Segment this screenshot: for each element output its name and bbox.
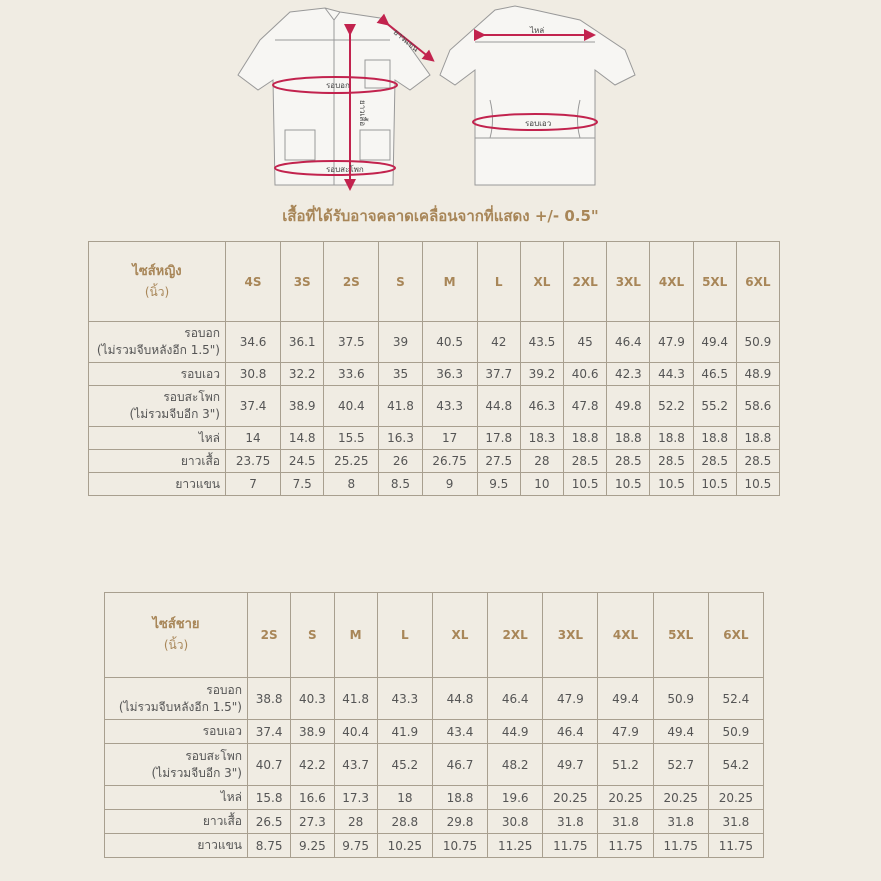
- table-cell: 40.4: [324, 386, 379, 427]
- table-cell: 30.8: [226, 363, 281, 386]
- size-header: 4S: [226, 242, 281, 322]
- table-cell: 38.8: [248, 678, 291, 720]
- table-cell: 46.4: [607, 322, 650, 363]
- table-cell: 47.9: [650, 322, 693, 363]
- table-cell: 31.8: [653, 810, 708, 834]
- row-label: [105, 678, 248, 720]
- size-header: S: [291, 593, 334, 678]
- women-size-table: [88, 241, 780, 496]
- table-row: [105, 678, 764, 720]
- table-cell: 51.2: [598, 744, 653, 786]
- table-row: [105, 720, 764, 744]
- table-cell: 45: [564, 322, 607, 363]
- table-cell: 47.9: [598, 720, 653, 744]
- size-header: 2XL: [488, 593, 543, 678]
- table-cell: 43.3: [422, 386, 477, 427]
- row-label-line: (ไม่รวมจีบหลังอีก 1.5"): [96, 343, 220, 357]
- row-label-line: ยาวแขน: [175, 476, 220, 491]
- size-header: 2S: [324, 242, 379, 322]
- row-label-line: รอบเอว: [180, 366, 220, 381]
- table-cell: 9.75: [334, 834, 377, 858]
- table-cell: 37.4: [248, 720, 291, 744]
- table-cell: 20.25: [708, 786, 763, 810]
- men-size-table: [104, 592, 764, 858]
- table-cell: 30.8: [488, 810, 543, 834]
- waist-label: รอบเอว: [525, 119, 552, 128]
- row-label-line: (ไม่รวมจีบอีก 3"): [129, 407, 220, 421]
- table-cell: 44.8: [477, 386, 520, 427]
- table-cell: 10.25: [377, 834, 432, 858]
- table-cell: 17.3: [334, 786, 377, 810]
- table-cell: 16.6: [291, 786, 334, 810]
- table-cell: 47.8: [564, 386, 607, 427]
- table-cell: 39.2: [520, 363, 563, 386]
- hip-label: รอบสะโพก: [326, 165, 364, 174]
- table-cell: 11.75: [543, 834, 598, 858]
- shoulder-label: ไหล่: [530, 26, 545, 35]
- table-cell: 28.5: [650, 450, 693, 473]
- table-cell: 26.75: [422, 450, 477, 473]
- table-cell: 10.5: [564, 473, 607, 496]
- table-cell: 31.8: [543, 810, 598, 834]
- row-label: [89, 427, 226, 450]
- row-label: [89, 473, 226, 496]
- table-cell: 17: [422, 427, 477, 450]
- table-cell: 28.5: [607, 450, 650, 473]
- row-label: [105, 786, 248, 810]
- shirt-length-label: ยาวเสื้อ: [358, 100, 367, 127]
- table-cell: 52.4: [708, 678, 763, 720]
- tolerance-notice: เสื้อที่ได้รับอาจคลาดเคลื่อนจากที่แสดง +/- 0.5": [282, 207, 599, 225]
- row-label-line: รอบอก: [206, 682, 242, 697]
- size-header: 5XL: [653, 593, 708, 678]
- table-cell: 18.8: [607, 427, 650, 450]
- size-header: XL: [432, 593, 487, 678]
- table-cell: 32.2: [281, 363, 324, 386]
- table-cell: 40.3: [291, 678, 334, 720]
- table-cell: 9.25: [291, 834, 334, 858]
- table-cell: 15.5: [324, 427, 379, 450]
- size-header: L: [377, 593, 432, 678]
- table-cell: 11.75: [598, 834, 653, 858]
- table-cell: 8.75: [248, 834, 291, 858]
- sleeve-length-label: ยาวแขน: [391, 27, 421, 54]
- table-cell: 46.3: [520, 386, 563, 427]
- table-cell: 43.4: [432, 720, 487, 744]
- table-row: [89, 363, 780, 386]
- table-row: [89, 427, 780, 450]
- table-cell: 15.8: [248, 786, 291, 810]
- women-unit: (นิ้ว): [144, 284, 170, 299]
- table-cell: 16.3: [379, 427, 422, 450]
- row-label: [105, 744, 248, 786]
- row-label: [89, 363, 226, 386]
- size-header: 6XL: [708, 593, 763, 678]
- row-label-line: รอบสะโพก: [185, 748, 242, 763]
- table-cell: 38.9: [291, 720, 334, 744]
- chest-label: รอบอก: [326, 81, 350, 90]
- row-label-line: ยาวเสื้อ: [202, 814, 242, 828]
- table-cell: 49.7: [543, 744, 598, 786]
- table-row: [105, 744, 764, 786]
- women-header-row: [89, 242, 780, 322]
- table-cell: 26.5: [248, 810, 291, 834]
- table-cell: 18.8: [650, 427, 693, 450]
- table-cell: 42.3: [607, 363, 650, 386]
- row-label: [105, 720, 248, 744]
- table-cell: 31.8: [708, 810, 763, 834]
- table-cell: 34.6: [226, 322, 281, 363]
- table-cell: 49.4: [653, 720, 708, 744]
- row-label-line: ไหล่: [220, 790, 242, 804]
- table-cell: 28.5: [736, 450, 779, 473]
- size-header: S: [379, 242, 422, 322]
- men-unit: (นิ้ว): [163, 638, 189, 652]
- table-cell: 54.2: [708, 744, 763, 786]
- table-row: [105, 810, 764, 834]
- table-cell: 11.25: [488, 834, 543, 858]
- table-cell: 46.4: [543, 720, 598, 744]
- table-cell: 19.6: [488, 786, 543, 810]
- table-cell: 33.6: [324, 363, 379, 386]
- table-cell: 46.5: [693, 363, 736, 386]
- row-label-line: รอบสะโพก: [163, 390, 220, 404]
- table-cell: 41.8: [334, 678, 377, 720]
- size-header: M: [334, 593, 377, 678]
- table-cell: 23.75: [226, 450, 281, 473]
- table-cell: 11.75: [653, 834, 708, 858]
- size-header: 2XL: [564, 242, 607, 322]
- table-cell: 26: [379, 450, 422, 473]
- women-corner-cell: [89, 242, 226, 322]
- table-cell: 55.2: [693, 386, 736, 427]
- table-row: [105, 786, 764, 810]
- table-cell: 40.5: [422, 322, 477, 363]
- table-cell: 44.3: [650, 363, 693, 386]
- table-cell: 18.8: [693, 427, 736, 450]
- table-cell: 18.8: [432, 786, 487, 810]
- table-cell: 8: [324, 473, 379, 496]
- table-row: [89, 473, 780, 496]
- table-cell: 37.4: [226, 386, 281, 427]
- table-cell: 10.5: [607, 473, 650, 496]
- size-header: 4XL: [598, 593, 653, 678]
- row-label-line: รอบเอว: [202, 724, 242, 738]
- row-label-line: ไหล่: [198, 430, 220, 445]
- table-cell: 36.1: [281, 322, 324, 363]
- table-cell: 43.3: [377, 678, 432, 720]
- row-label: [105, 834, 248, 858]
- row-label: [89, 450, 226, 473]
- table-cell: 52.2: [650, 386, 693, 427]
- table-cell: 29.8: [432, 810, 487, 834]
- table-cell: 14.8: [281, 427, 324, 450]
- men-title: ไซส์ชาย: [152, 617, 200, 632]
- size-header: 3XL: [607, 242, 650, 322]
- size-header: 6XL: [736, 242, 779, 322]
- table-cell: 11.75: [708, 834, 763, 858]
- table-cell: 18: [377, 786, 432, 810]
- table-cell: 7.5: [281, 473, 324, 496]
- row-label-line: ยาวเสื้อ: [180, 453, 220, 468]
- table-cell: 44.8: [432, 678, 487, 720]
- table-cell: 9: [422, 473, 477, 496]
- table-cell: 18.3: [520, 427, 563, 450]
- row-label: [89, 322, 226, 363]
- table-cell: 49.4: [598, 678, 653, 720]
- row-label: [89, 386, 226, 427]
- table-cell: 25.25: [324, 450, 379, 473]
- table-cell: 42.2: [291, 744, 334, 786]
- table-cell: 48.2: [488, 744, 543, 786]
- table-cell: 43.7: [334, 744, 377, 786]
- table-cell: 46.7: [432, 744, 487, 786]
- table-cell: 28.8: [377, 810, 432, 834]
- table-cell: 50.9: [736, 322, 779, 363]
- table-row: [89, 386, 780, 427]
- table-cell: 40.6: [564, 363, 607, 386]
- table-cell: 47.9: [543, 678, 598, 720]
- table-cell: 31.8: [598, 810, 653, 834]
- table-cell: 43.5: [520, 322, 563, 363]
- table-cell: 52.7: [653, 744, 708, 786]
- table-cell: 37.5: [324, 322, 379, 363]
- table-cell: 46.4: [488, 678, 543, 720]
- table-cell: 18.8: [564, 427, 607, 450]
- table-cell: 48.9: [736, 363, 779, 386]
- table-row: [89, 322, 780, 363]
- table-cell: 24.5: [281, 450, 324, 473]
- table-cell: 18.8: [736, 427, 779, 450]
- table-cell: 49.8: [607, 386, 650, 427]
- table-cell: 9.5: [477, 473, 520, 496]
- size-header: M: [422, 242, 477, 322]
- table-cell: 17.8: [477, 427, 520, 450]
- size-header: 4XL: [650, 242, 693, 322]
- table-cell: 27.5: [477, 450, 520, 473]
- table-cell: 37.7: [477, 363, 520, 386]
- row-label: [105, 810, 248, 834]
- table-cell: 27.3: [291, 810, 334, 834]
- table-cell: 10.75: [432, 834, 487, 858]
- table-cell: 58.6: [736, 386, 779, 427]
- table-cell: 49.4: [693, 322, 736, 363]
- row-label-line: (ไม่รวมจีบหลังอีก 1.5"): [118, 699, 242, 714]
- table-cell: 40.4: [334, 720, 377, 744]
- row-label-line: ยาวแขน: [197, 838, 242, 852]
- table-cell: 35: [379, 363, 422, 386]
- table-cell: 20.25: [653, 786, 708, 810]
- table-cell: 41.8: [379, 386, 422, 427]
- size-header: XL: [520, 242, 563, 322]
- table-cell: 44.9: [488, 720, 543, 744]
- women-title: ไซส์หญิง: [132, 263, 182, 279]
- table-cell: 8.5: [379, 473, 422, 496]
- table-cell: 28.5: [564, 450, 607, 473]
- table-cell: 10.5: [693, 473, 736, 496]
- table-cell: 41.9: [377, 720, 432, 744]
- size-header: 3XL: [543, 593, 598, 678]
- table-row: [89, 450, 780, 473]
- row-label-line: รอบอก: [184, 326, 220, 340]
- table-cell: 10: [520, 473, 563, 496]
- table-cell: 50.9: [708, 720, 763, 744]
- table-cell: 28: [334, 810, 377, 834]
- table-cell: 10.5: [736, 473, 779, 496]
- table-cell: 50.9: [653, 678, 708, 720]
- table-cell: 40.7: [248, 744, 291, 786]
- table-cell: 45.2: [377, 744, 432, 786]
- table-cell: 28.5: [693, 450, 736, 473]
- size-header: 3S: [281, 242, 324, 322]
- table-cell: 39: [379, 322, 422, 363]
- size-header: 5XL: [693, 242, 736, 322]
- row-label-line: (ไม่รวมจีบอีก 3"): [151, 765, 242, 780]
- shirt-measurement-diagram: [230, 0, 650, 195]
- table-cell: 36.3: [422, 363, 477, 386]
- table-cell: 38.9: [281, 386, 324, 427]
- table-cell: 7: [226, 473, 281, 496]
- table-cell: 28: [520, 450, 563, 473]
- size-header: 2S: [248, 593, 291, 678]
- table-row: [105, 834, 764, 858]
- table-cell: 20.25: [598, 786, 653, 810]
- table-cell: 20.25: [543, 786, 598, 810]
- table-cell: 10.5: [650, 473, 693, 496]
- table-cell: 42: [477, 322, 520, 363]
- table-cell: 14: [226, 427, 281, 450]
- size-header: L: [477, 242, 520, 322]
- men-corner-cell: [105, 593, 248, 678]
- men-header-row: [105, 593, 764, 678]
